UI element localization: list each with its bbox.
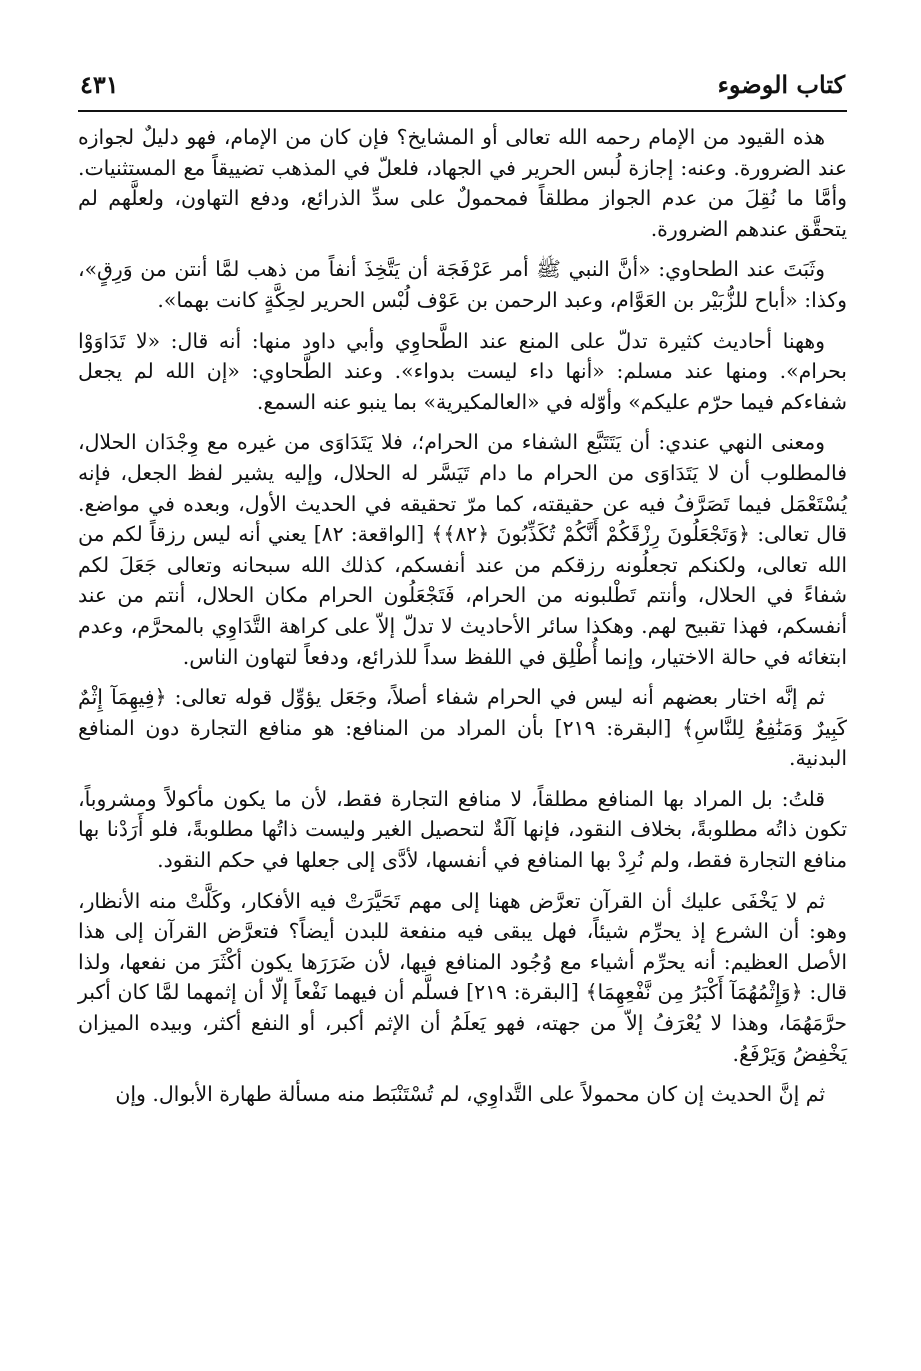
paragraph-1: هذه القيود من الإمام رحمه الله تعالى أو المشايخ؟ فإن كان من الإمام، فهو دليلٌ لجوازه عند الضرورة. وعنه: إجازة لُبس الحرير في الجهاد، فلعلّ في المذهب تضييقاً مع المستثنيات. وأمَّا ما نُقِلَ من عدم الجواز مطلقاً فمحمولٌ على سدِّ الذرائع، ودفع التهاون، ولعلَّهم لم يتحقَّق عندهم الضرورة. <box>78 125 847 241</box>
paragraph-6: قلتُ: بل المراد بها المنافع مطلقاً، لا منافع التجارة فقط، لأن ما يكون مأكولاً ومشروباً، تكون ذاتُه مطلوبةً، بخلاف النقود، فإنها آلَةٌ لتحصيل الغير وليست ذاتُها مطلوبةً، فلو أَرَدْنا بها منافع التجارة فقط، ولم نُرِدْ بها المنافع في أنفسها، لأدَّى إلى جعلها في حكم النقود. <box>78 786 847 873</box>
page-number: ٤٣١ <box>80 70 119 99</box>
paragraph-2: وثَبَتَ عند الطحاوي: «أنَّ النبي ﷺ أمر عَرْفَجَة أن يَتَّخِذَ أنفاً من ذهب لمَّا أنتن من وَرِقٍ»، وكذا: «أباح للزُّبَيْر بن العَوَّام، وعبد الرحمن بن عَوْف لُبْس الحرير لحِكَّةٍ كانت بهما». <box>78 257 847 312</box>
paragraph-5: ثم إنَّه اختار بعضهم أنه ليس في الحرام شفاء أصلاً، وجَعَل يؤوِّل قوله تعالى: ﴿فِيهِمَآ إِثْمٌ كَبِيرٌ وَمَنَٰفِعُ لِلنَّاسِ﴾ [البقرة: ٢١٩] بأن المراد من المنافع: هو منافع التجارة دون المنافع البدنية. <box>78 685 847 771</box>
paragraph-4: ومعنى النهي عندي: أن يَتَتَبَّع الشفاء من الحرام؛، فلا يَتَدَاوَى من غيره مع وِجْدَان الحلال، فالمطلوب أن لا يَتَدَاوَى من الحرام ما دام تَيَسَّر له الحلال، وإليه يشير لفظ الجعل، فإنه يُسْتَعْمَل فيما تَصَرَّفُ فيه عن حقيقته، كما مرّ تحقيقه في الحديث الأول، وبعده في مواضع. قال تعالى: ﴿وَتَجْعَلُونَ رِزْقَكُمْ أَنَّكُمْ تُكَذِّبُونَ ﴿٨٢﴾﴾ [الواقعة: ٨٢] يعني أنه ليس رزقاً لكم من الله تعالى، ولكنكم تجعلُونه رزقكم من عند أنفسكم، كذلك الله سبحانه وتعالى جَعَلَ لكم شفاءً في الحلال، وأنتم تَطْلبونه من الحرام، فَتَجْعَلُون الحرام مكان الحلال، أنتم من عند أنفسكم، فهذا تقبيح لهم. وهكذا سائر الأحاديث لا تدلّ إلاّ على كراهة التَّدَاوِي بالمحرَّم، وعدم ابتغائه في حالة الاختيار، وإنما أُطْلِق في اللفظ سداً للذرائع، ودفعاً لتهاون الناس. <box>78 430 847 669</box>
page-header <box>78 70 847 112</box>
page-body <box>78 122 847 1110</box>
book-title: كتاب الوضوء <box>717 70 845 99</box>
paragraph-8: ثم إنَّ الحديث إن كان محمولاً على التَّداوِي، لم تُسْتَنْبَط منه مسألة طهارة الأبوال. وإن <box>115 1082 825 1107</box>
paragraph-7: ثم لا يَخْفَى عليك أن القرآن تعرَّض ههنا إلى مهم تَحَيَّرَتْ فيه الأفكار، وكَلَّتْ منه الأنظار، وهو: أن الشرع إذ يحرِّم شيئاً، فهل يبقى فيه منفعة للبدن أيضاً؟ فتعرَّض القرآن إلى هذا الأصل العظيم: أنه يحرِّم أشياء مع وُجُود المنافع فيها، لأن ضَرَرَها يكون أكْثَرَ من نفعها، ولذا قال: ﴿وَإِثْمُهُمَآ أَكْبَرُ مِن نَّفْعِهِمَا﴾ [البقرة: ٢١٩] فسلَّم أن فيهما نَفْعاً إلّا أن إثمهما لمَّا كان أكبر حرَّمَهُمَا، وهذا لا يُعْرَفُ إلاّ من جهته، فهو يَعلَمُ أن الإثم أكبر، أو النفع أكثر، وبيده الميزان يَخْفِضُ وَيَرْفَعُ. <box>78 888 847 1066</box>
book-page <box>78 70 847 1363</box>
paragraph-3: وههنا أحاديث كثيرة تدلّ على المنع عند الطَّحاوِي وأبي داود منها: أنه قال: «لا تَدَاوَوْا بحرام». ومنها عند مسلم: «أنها داء ليست بدواء». وعند الطَّحاوي: «إن الله لم يجعل شفاءكم فيما حرّم عليكم» وأوّله في «العالمكيرية» بما ينبو عنه السمع. <box>78 328 847 414</box>
